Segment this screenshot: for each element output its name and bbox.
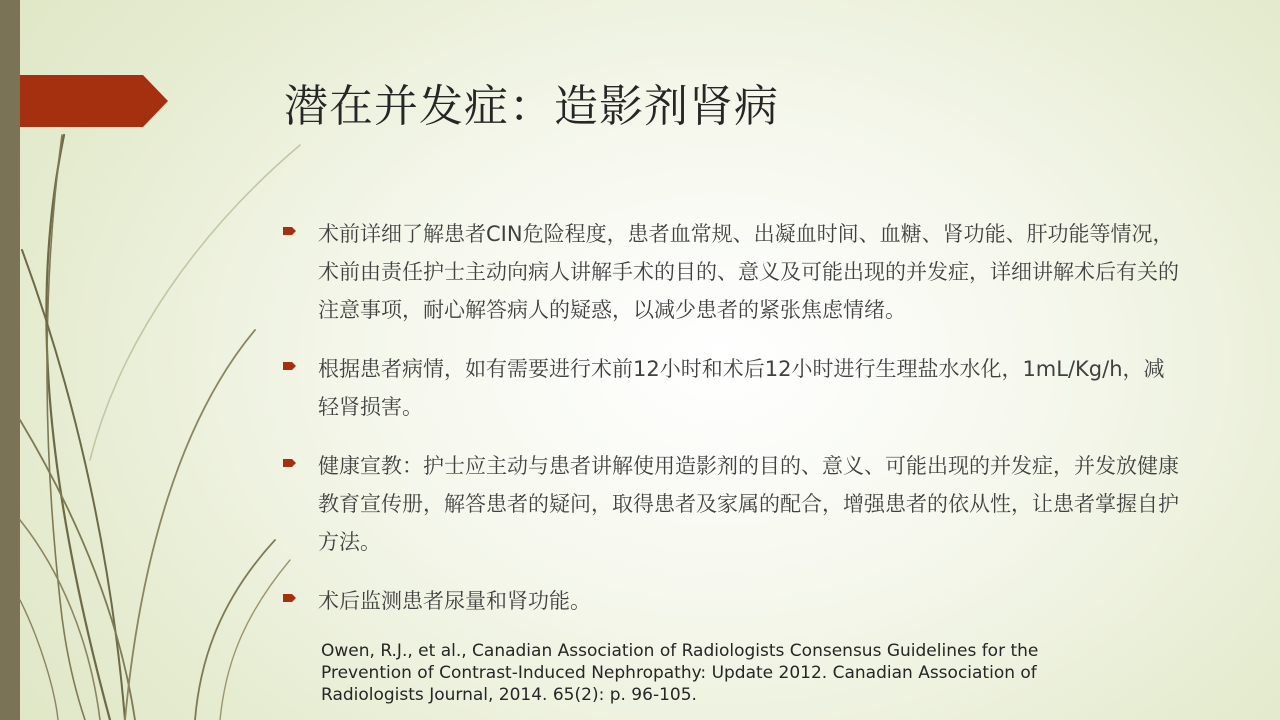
bullet-arrow-icon	[283, 225, 297, 237]
bullet-text: 术后监测患者尿量和肾功能。	[318, 589, 591, 613]
grass-line	[90, 145, 300, 460]
grass-line	[20, 600, 58, 720]
grass-line	[20, 420, 135, 720]
bullet-text: 健康宣教：护士应主动与患者讲解使用造影剂的目的、意义、可能出现的并发症，并发放健康教育宣传册，解答患者的疑问，取得患者及家属的配合，增强患者的依从性，让患者掌握自护方法。	[318, 454, 1179, 554]
bullet-arrow-icon	[283, 360, 297, 372]
list-item	[280, 215, 1180, 329]
bullet-arrow-icon	[283, 592, 297, 604]
title-arrow-shape	[0, 0, 175, 140]
list-item	[280, 350, 1180, 426]
list-item	[280, 582, 1180, 620]
bullet-arrow-icon	[283, 457, 297, 469]
reference-citation: Owen, R.J., et al., Canadian Association of Radiologists Consensus Guidelines for the Prevention of Contrast-Induced Nephropathy: Update 2012. Canadian Association of Radiologists Journal, 2014. 65(2): p. 96-105.	[321, 641, 1039, 705]
list-item	[280, 447, 1180, 561]
bullet-text: 根据患者病情，如有需要进行术前12小时和术后12小时进行生理盐水水化，1mL/Kg/h，减轻肾损害。	[318, 357, 1165, 419]
bullet-text: 术前详细了解患者CIN危险程度，患者血常规、出凝血时间、血糖、肾功能、肝功能等情况，术前由责任护士主动向病人讲解手术的目的、意义及可能出现的并发症，详细讲解术后有关的注意事项，耐心解答病人的疑惑，以减少患者的紧张焦虑情绪。	[318, 222, 1179, 322]
grass-line	[20, 520, 100, 720]
bullet-list	[280, 215, 1180, 641]
grass-line	[22, 250, 125, 720]
grass-line	[125, 330, 255, 720]
grass-line	[46, 135, 110, 720]
page-title: 潜在并发症：造影剂肾病	[284, 81, 779, 132]
grass-line	[195, 540, 275, 720]
